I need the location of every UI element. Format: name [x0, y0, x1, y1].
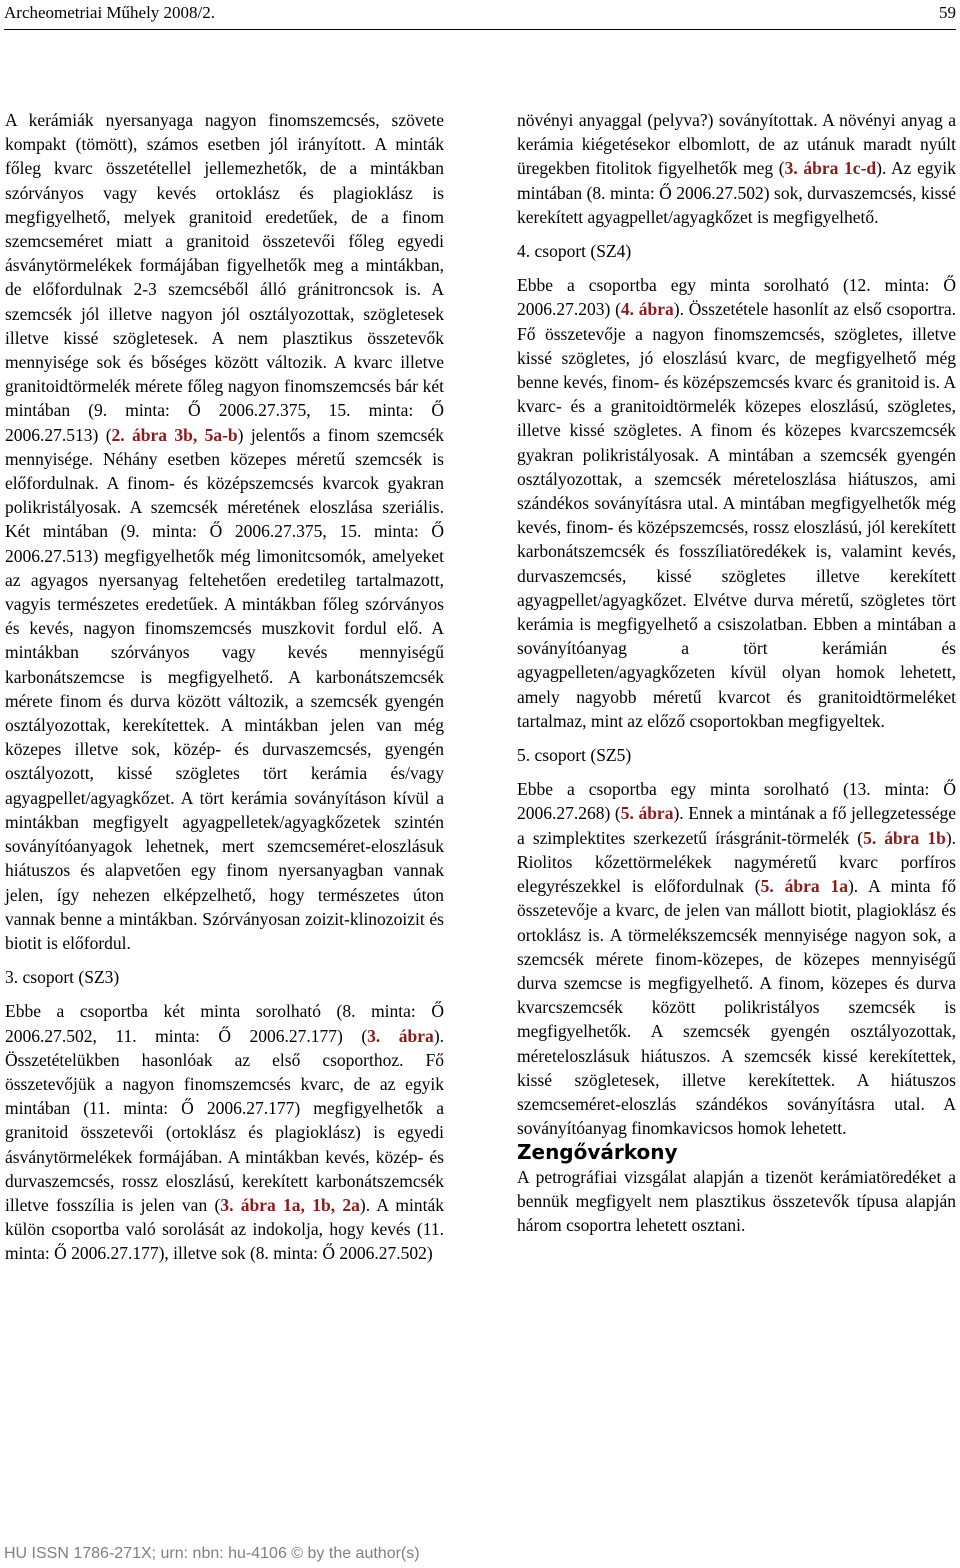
- text-run: ). A minta fő összetevője a kvarc, de jelen van mállott biotit, plagioklász és ortoklász is. A törmelékszemcsék mennyisége nagyon sok, a szemcsék mérete finom-közepes, de közepes mennyiségű durva szemcse is megfigyelhető. A finom, közepes és durva kvarcszemcsék között polikristályos szemcsék is megfigyelhetők. A szemcsék gyengén osztályozottak, méreteloszlásuk hiátuszos. A szemcsék kissé kerekítettek, kissé szögletesek, illetve kerekítettek. A hiátuszos szemcseméret-eloszlás szándékos soványításra utal. A soványítóanyag finomkavicsos homok lehetett.: [517, 876, 957, 1139]
- figure-reference: 5. ábra 1b: [863, 827, 946, 848]
- text-run: A kerámiák nyersanyaga nagyon finomszemcsés, szövete kompakt (tömött), számos esetben jól irányított. A minták főleg kvarc összetétellel jellemezhetők, de a mintákban szórványos vagy kevés ortoklász és plagioklász is megfigyelhető, melyek granitoid eredetűek, de a finom szemcseméret miatt a granitoid összetevői főleg egyedi ásványtörmelékek formájában figyelhetők meg a mintákban, de előfordulnak 2-3 szemcséből álló gránitroncsok is. A szemcsék jól illetve nagyon jól osztályozottak, szögletesek illetve kissé szögletesek. A nem plasztikus összetevők mennyisége sok és bőséges között változik. A kvarc illetve granitoidtörmelék mérete főleg nagyon finomszemcsés bár két mintában (9. minta: Ő 2006.27.375, 15. minta: Ő 2006.27.513) (: [5, 110, 444, 445]
- section-heading-sz5: 5. csoport (SZ5): [517, 745, 632, 766]
- figure-reference: 3. ábra 1a, 1b, 2a: [220, 1194, 360, 1215]
- text-run: ). Az egyik mintában (8. minta: Ő 2006.27.502) sok, durvaszemcsés, kissé kerekített agyagpellet/agyagkőzet is megfigyelhető.: [517, 158, 956, 227]
- text-run: Ebbe a csoportba egy minta sorolható (12. minta: Ő 2006.27.203) (: [517, 275, 956, 320]
- section-heading-zengovarkony: Zengővárkony: [517, 1140, 678, 1165]
- right-column: [517, 108, 956, 1237]
- text-run: ). A minták külön csoportba való sorolását az indokolja, hogy kevés (11. minta: Ő 2006.27.177), illetve sok (8. minta: Ő 2006.27.502): [5, 1194, 445, 1264]
- figure-reference: 5. ábra 1a: [760, 876, 848, 897]
- figure-reference: 3. ábra: [367, 1025, 434, 1046]
- header-divider: [4, 29, 956, 30]
- paragraph: [5, 999, 444, 1265]
- paragraph: [517, 273, 956, 733]
- page-number: 59: [939, 3, 956, 22]
- section-heading-sz3: 3. csoport (SZ3): [5, 967, 120, 988]
- text-run: ). Összetételükben hasonlóak az első csoporthoz. Fő összetevőjük a nagyon finomszemcsés kvarc, de az egyik mintában (11. minta: Ő 2006.27.177) megfigyelhetők a granitoid összetevői (ortoklász és plagioklász) is egyedi ásványtörmelékek formájában. A mintákban kevés, közép- és durvaszemcsés, rossz eloszlású, kerekített karbonátszemcsék illetve fosszília is jelen van (: [5, 1025, 445, 1215]
- paragraph: [517, 108, 956, 229]
- text-run: ) jelentős a finom szemcsék mennyisége. Néhány esetben közepes méretű szemcsék is előfordulnak. A finom- és középszemcsés kvarcok gyakran polikristályosak. A szemcsék méretének eloszlása szeriális. Két mintában (9. minta: Ő 2006.27.375, 15. minta: Ő 2006.27.513) megfigyelhetők még limonitcsomók, amelyeket az agyagos nyersanyag feltehetően eredetileg tartalmazott, vagyis természetes eredetűek. A mintákban főleg szórványos és kevés, nagyon finomszemcsés muszkovit fordul elő. A mintákban szórványos vagy kevés mennyiségű karbonátszemcse is megfigyelhető. A karbonátszemcsék mérete finom és durva között változik, a szemcsék gyengén osztályozottak, kerekítettek. A mintákban jelen van még közepes illetve sok, közép- és durvaszemcsés, gyengén osztályozott, kissé szögletes tört kerámia és/vagy agyagpellet/agyagkőzet. A tört kerámia soványításon kívül a mintákban megfigyelt agyagpelletek/agyagkőzetek szintén soványítóanyagok lehetnek, mert szemcseméret-eloszlásuk hiátuszos és alapvetően egy finom nyersanyagban vannak jelen, így nehezen elképzelhető, hogy természetes úton vannak benne a mintákban. Szórványosan zoizit-klinozoizit és biotit is előfordul.: [5, 424, 445, 953]
- footer-issn: HU ISSN 1786-271X; urn: nbn: hu-4106 © by the author(s): [4, 1545, 420, 1562]
- running-header: [4, 0, 956, 30]
- paragraph: [5, 108, 444, 955]
- journal-title: Archeometriai Műhely 2008/2.: [4, 3, 216, 22]
- figure-reference: 2. ábra 3b, 5a-b: [111, 424, 238, 445]
- text-run: Ebbe a csoportba egy minta sorolható (13. minta: Ő 2006.27.268) (: [517, 779, 956, 824]
- paragraph: [517, 777, 956, 1140]
- figure-reference: 4. ábra: [620, 299, 674, 320]
- paragraph: [517, 1165, 956, 1238]
- text-run: ). Összetétele hasonlít az első csoportra. Fő összetevője a nagyon finomszemcsés, szögletes, illetve kissé szögletes, jó eloszlású kvarc, de megfigyelhető még benne kevés, finom- és középszemcsés kvarc és granitoid is. A kvarc- és a granitoidtörmelék közepes eloszlású, szögletes, illetve kissé szögletes. A finom és közepes kvarcszemcsék gyakran polikristályosak. A mintában a szemcsék gyengén osztályozottak, a szemcsék méreteloszlása hiátuszos, ami szándékos soványításra utal. A mintában megfigyelhetők még kevés, finom- és középszemcsés, rossz eloszlású, jól kerekített karbonátszemcsék és fosszíliatöredékek is, valamint kevés, durvaszemcsés, kissé szögletes illetve kerekített agyagpellet/agyagkőzet. Elvétve durva méretű, szögletes tört kerámia is megfigyelhető a csiszolatban. Ebben a mintában a soványítóanyag a tört kerámián és agyagpelleten/agyagkőzeten kívül olyan homok lehetett, amely nagyobb méretű kvarcot és granitoidtörmeléket tartalmaz, mint az előző csoportokban megfigyeltek.: [517, 299, 957, 731]
- text-run: Ebbe a csoportba két minta sorolható (8. minta: Ő 2006.27.502, 11. minta: Ő 2006.27.177) (: [5, 1001, 444, 1046]
- text-run: ). Riolitos kőzettörmelékek nagyméretű kvarc porfíros elegyrészekkel is előfordulnak (: [517, 827, 957, 897]
- section-heading-sz4: 4. csoport (SZ4): [517, 241, 632, 262]
- text-run: növényi anyaggal (pelyva?) soványítottak. A növényi anyag a kerámia kiégetésekor elbomlott, de az utánuk maradt nyúlt üregekben fitolitok figyelhetők meg (: [517, 110, 956, 179]
- text-run: A petrográfiai vizsgálat alapján a tizenöt kerámiatöredéket a bennük megfigyelt nem plasztikus összetevők típusa alapján három csoportra lehetett osztani.: [517, 1166, 956, 1235]
- text-run: ). Ennek a mintának a fő jellegzetessége a szimplektites szerkezetű írásgránit-törmelék (: [517, 803, 956, 848]
- left-column: [5, 108, 444, 1266]
- figure-reference: 5. ábra: [620, 803, 674, 824]
- figure-reference: 3. ábra 1c-d: [784, 158, 877, 179]
